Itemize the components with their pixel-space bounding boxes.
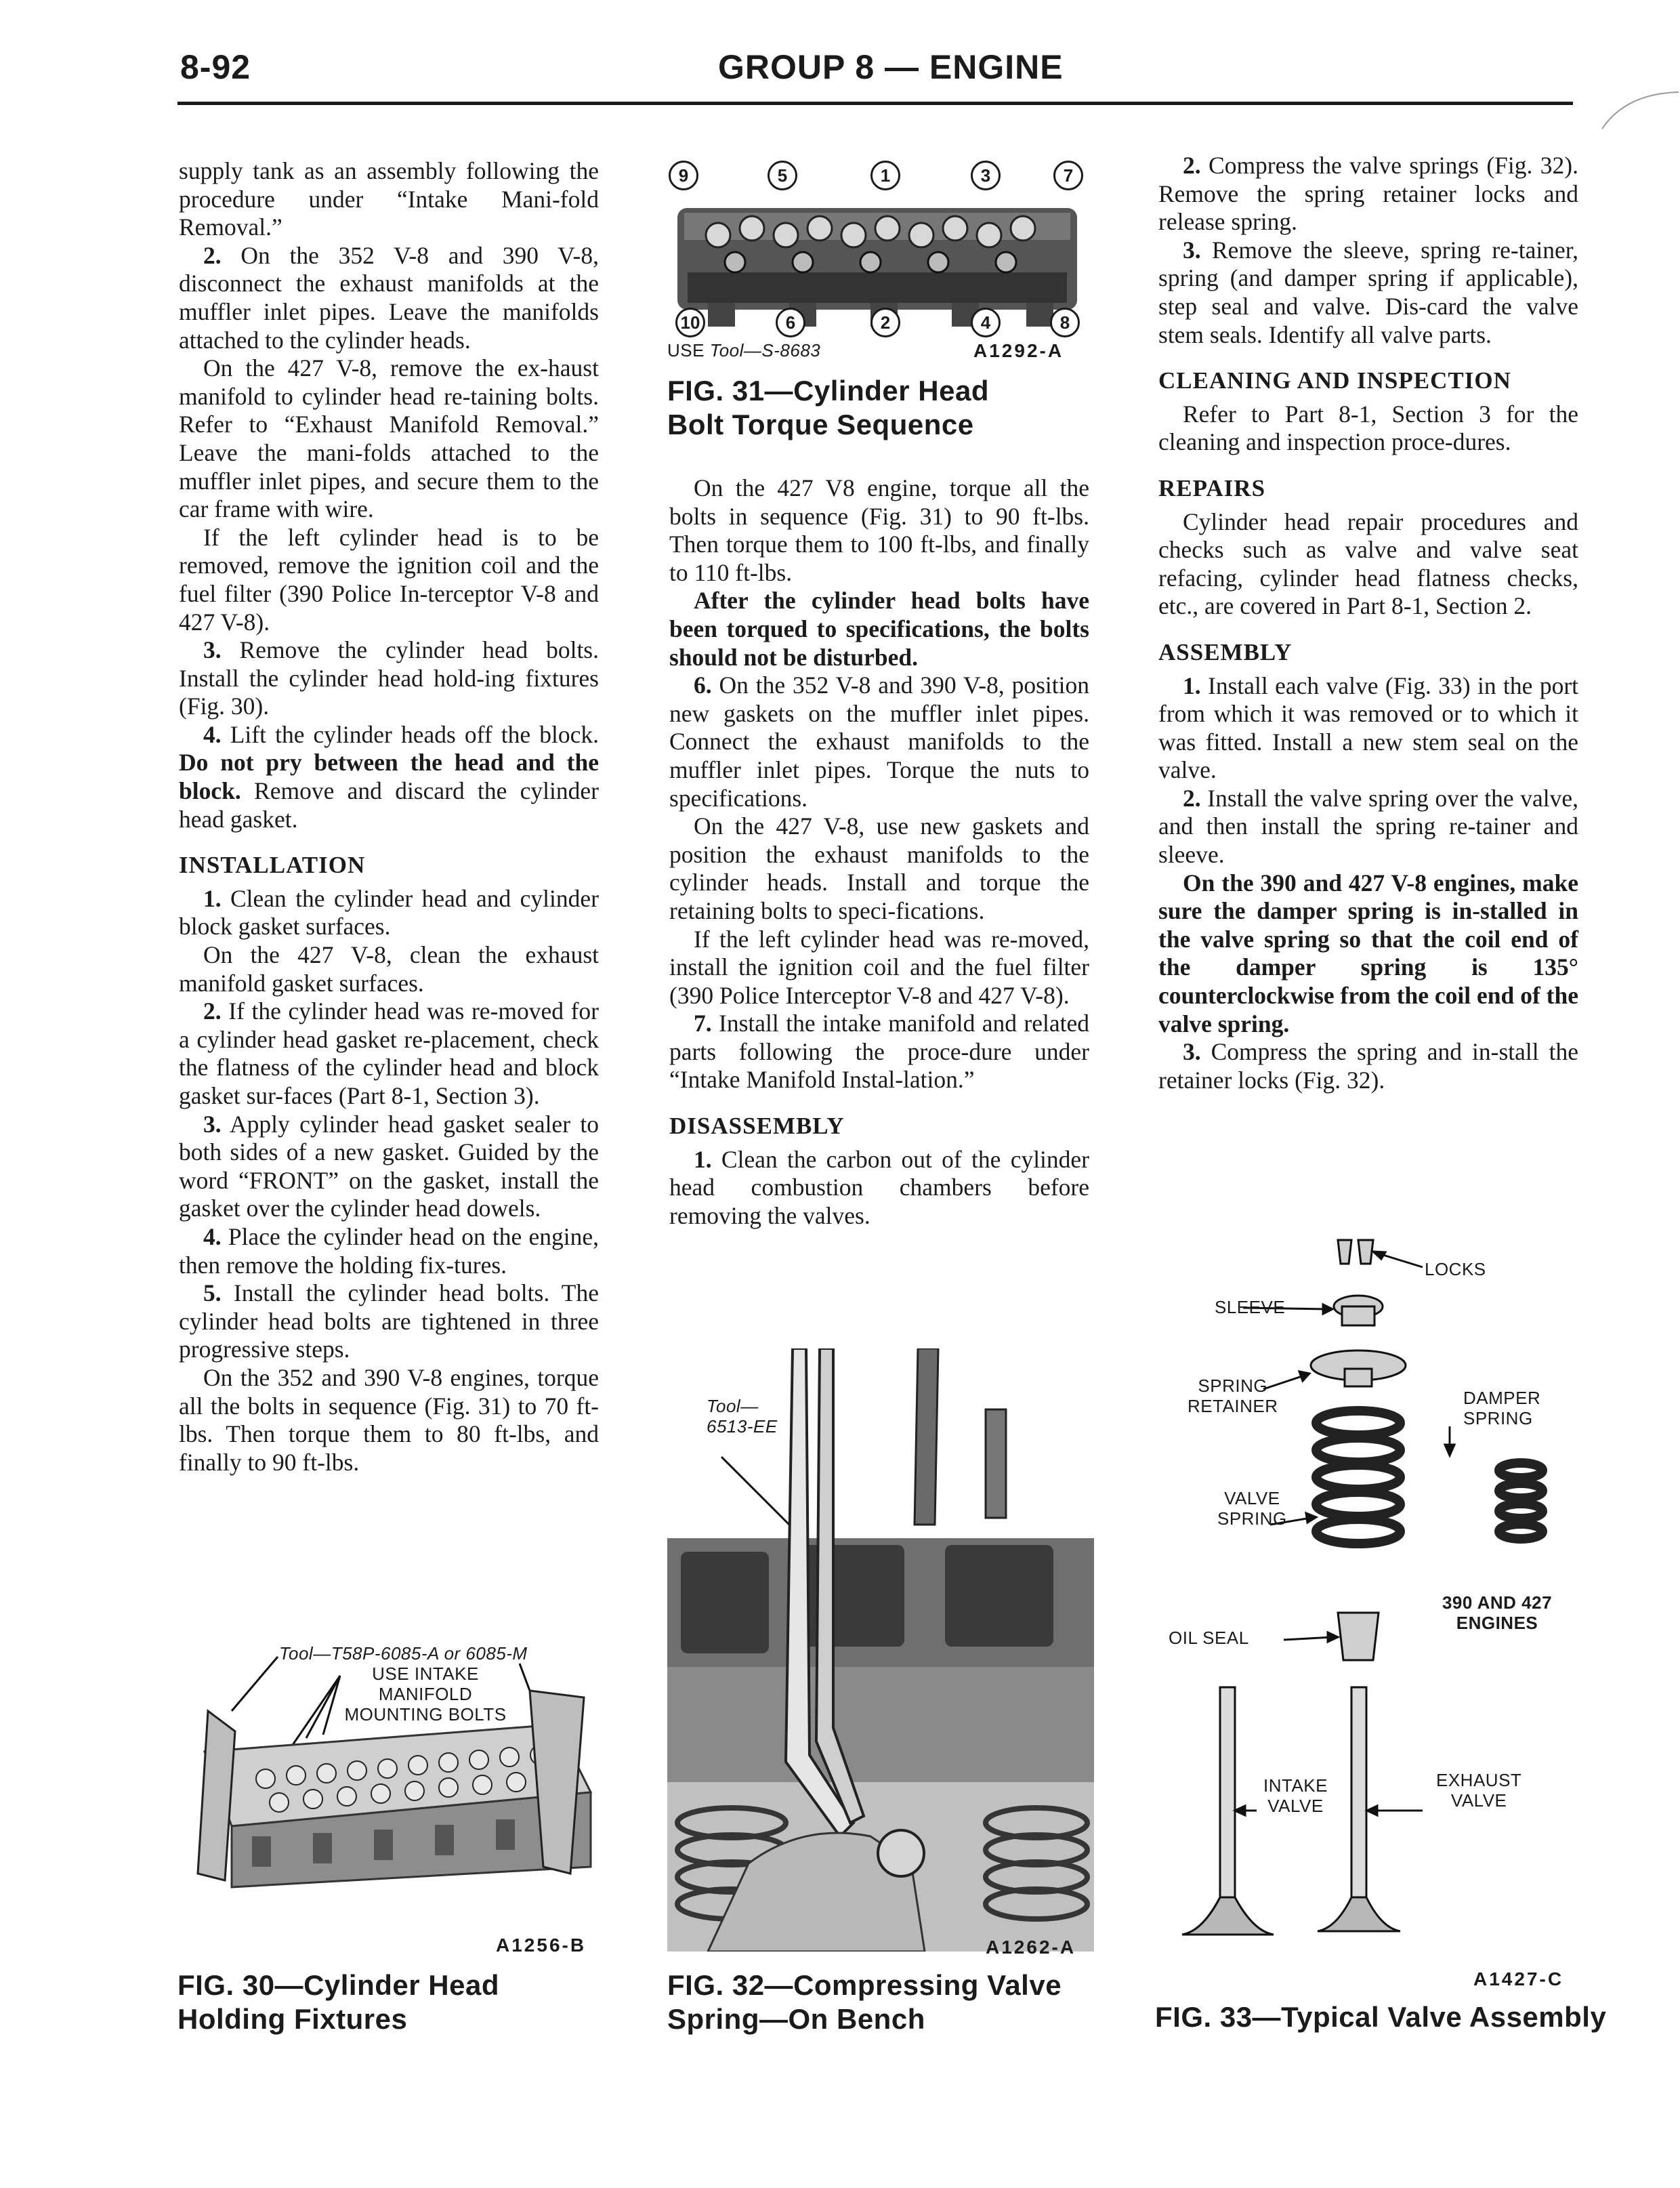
paragraph: On the 427 V-8, clean the exhaust manifold gasket surfaces. (179, 941, 599, 997)
label-locks: LOCKS (1425, 1259, 1486, 1279)
step-number: 3. (1183, 236, 1201, 264)
callout-line: INTAKE (1263, 1775, 1328, 1796)
section-heading-repairs: REPAIRS (1158, 474, 1266, 501)
step-text: Install the intake manifold and related parts following the proce-dure under “Intake Manifold Instal-lation.” (669, 1010, 1089, 1094)
figure-code: A1292-A (973, 340, 1064, 361)
paragraph (1158, 785, 1578, 869)
label-engines (1419, 1592, 1575, 1633)
callout-line: Tool— (707, 1396, 759, 1416)
callout-line: DAMPER (1463, 1388, 1541, 1408)
section-title: GROUP 8 — ENGINE (718, 48, 1064, 86)
figure-number: FIG. 32— (667, 1969, 794, 2001)
paragraph (179, 721, 599, 833)
paragraph (669, 672, 1089, 812)
figure-32 (667, 1348, 1094, 2060)
paragraph (669, 587, 1089, 672)
callout-line: SPRING (1198, 1376, 1268, 1396)
step-text: Compress the spring and in-stall the retainer locks (Fig. 32). (1158, 1038, 1578, 1094)
paragraph (179, 885, 599, 941)
callout-line: MANIFOLD (378, 1684, 473, 1704)
figure-31 (667, 157, 1091, 449)
sequence-marker: 10 (675, 308, 705, 337)
callout-line: ENGINES (1456, 1613, 1538, 1633)
paragraph (1158, 869, 1578, 1039)
step-text: On the 352 V-8 and 390 V-8, disconnect the exhaust manifolds at the muffler inlet pipes. Leave the manifolds attached to the cylinder heads. (179, 241, 599, 354)
figure-code: A1256-B (496, 1935, 587, 1956)
step-text: Clean the carbon out of the cylinder head combustion chambers before removing the valves. (669, 1145, 1089, 1229)
callout-line: RETAINER (1188, 1396, 1278, 1416)
paragraph (179, 1223, 599, 1279)
figure-caption (667, 374, 1047, 442)
figure-number: FIG. 30— (177, 1969, 304, 2001)
sequence-marker: 8 (1050, 308, 1080, 337)
paragraph (669, 1146, 1089, 1231)
callout-line: 6513-EE (707, 1416, 778, 1437)
caption-text: Typical Valve Assembly (1281, 2001, 1607, 2033)
sequence-marker: 6 (776, 308, 805, 337)
label-exhaust-valve (1436, 1770, 1521, 1811)
step-number: 5. (203, 1279, 222, 1307)
caption-text: Cylinder Head Bolt Torque Sequence (667, 375, 989, 440)
sequence-marker: 7 (1053, 161, 1083, 190)
paragraph: If the left cylinder head was re-moved, install the ignition coil and the fuel filter (390 Police Interceptor V-8 and 427 V-8). (669, 925, 1089, 1009)
step-number: 2. (203, 997, 222, 1025)
section-heading-disassembly: DISASSEMBLY (669, 1113, 845, 1140)
callout-line: VALVE (1450, 1790, 1507, 1811)
text-column-right (1158, 152, 1578, 1094)
step-number: 3. (203, 636, 222, 664)
section-heading-cleaning: CLEANING AND INSPECTION (1158, 367, 1511, 394)
label-oil-seal: OIL SEAL (1169, 1628, 1249, 1648)
tool-label (707, 1396, 778, 1437)
callout-line: SPRING (1463, 1408, 1533, 1428)
paragraph: If the left cylinder head is to be removed, remove the ignition coil and the fuel filter (390 Police In-terceptor V-8 and 427 V-8). (179, 523, 599, 636)
step-number: 3. (1183, 1038, 1201, 1066)
callout-line: SPRING (1217, 1508, 1287, 1529)
warning-text: On the 390 and 427 V-8 engines, make sure the damper spring is in-stalled in the valve spring so that the coil end of the damper spring is 135° counterclockwise from the coil end of the valve spring. (1158, 869, 1578, 1037)
step-number: 4. (203, 1222, 222, 1250)
paragraph: On the 427 V8 engine, torque all the bolts in sequence (Fig. 31) to 90 ft-lbs. Then torque them to 100 ft-lbs, and finally to 110 ft-lbs. (669, 474, 1089, 586)
step-number: 1. (694, 1145, 712, 1173)
step-text: Apply cylinder head gasket sealer to both sides of a new gasket. Guided by the word “FRONT” on the gasket, install the gasket over the cylinder head dowels. (179, 1110, 599, 1222)
step-text: Install the valve spring over the valve, and then install the spring re-tainer and sleeve. (1158, 784, 1578, 869)
page-corner-curve (1599, 88, 1680, 136)
paragraph (179, 242, 599, 354)
paragraph: Refer to Part 8-1, Section 3 for the cleaning and inspection proce-dures. (1158, 400, 1578, 456)
step-text: Install each valve (Fig. 33) in the port from which it was removed or to which it was fitted. Install a new stem seal on the valve. (1158, 672, 1578, 784)
paragraph: On the 352 and 390 V-8 engines, torque all the bolts in sequence (Fig. 31) to 70 ft-lbs. Then torque them to 80 ft-lbs, and finally to 90 ft-lbs. (179, 1363, 599, 1476)
sequence-marker: 1 (870, 161, 900, 190)
step-number: 2. (1183, 152, 1201, 179)
text-column-left (179, 157, 599, 1477)
figure-number: FIG. 33— (1155, 2001, 1282, 2033)
paragraph: On the 427 V-8, use new gaskets and position the exhaust manifolds to the cylinder heads. Install and torque the retaining bolts to speci-fications. (669, 812, 1089, 924)
paragraph (1158, 672, 1578, 785)
step-text: Clean the cylinder head and cylinder block gasket surfaces. (179, 884, 599, 941)
label-intake-valve (1263, 1775, 1328, 1816)
sequence-marker: 4 (971, 308, 1001, 337)
figure-caption (667, 1968, 1074, 2036)
figure-number: FIG. 31— (667, 375, 794, 407)
paragraph (179, 1111, 599, 1223)
paragraph (179, 997, 599, 1110)
paragraph (1158, 236, 1578, 349)
paragraph (179, 636, 599, 721)
callout-line: USE INTAKE (372, 1664, 479, 1684)
page-number: 8-92 (180, 48, 251, 86)
figure-code: A1262-A (986, 1937, 1076, 1958)
tool-prefix: USE (667, 340, 705, 360)
paragraph: Cylinder head repair procedures and checks such as valve and valve seat refacing, cylinder head flatness checks, etc., are covered in Part 8-1, Section 2. (1158, 508, 1578, 620)
step-text: Remove the sleeve, spring re-tainer, spring (and damper spring if applicable), step seal and valve. Dis-card the valve stem seals. Identify all valve parts. (1158, 236, 1578, 348)
label-valve-spring (1217, 1488, 1287, 1529)
step-number: 1. (203, 884, 222, 912)
step-number: 3. (203, 1110, 222, 1138)
step-number: 2. (1183, 784, 1201, 812)
valve-spring-compressor-photo (667, 1348, 1094, 1952)
step-text: Install the cylinder head bolts. The cylinder head bolts are tightened in three progressive steps. (179, 1279, 599, 1363)
paragraph (1158, 152, 1578, 236)
callout-line: 390 AND 427 (1442, 1592, 1553, 1613)
tool-label: Tool—T58P-6085-A or 6085-M (279, 1643, 528, 1664)
step-number: 4. (203, 720, 222, 748)
step-text: Remove and discard the cylinder head gasket. (179, 777, 599, 833)
sequence-marker: 9 (669, 161, 698, 190)
step-text: Compress the valve springs (Fig. 32). Remove the spring retainer locks and release spring. (1158, 152, 1578, 236)
step-text: Remove the cylinder head bolts. Install the cylinder head hold-ing fixtures (Fig. 30). (179, 636, 599, 720)
figure-code: A1427-C (1473, 1968, 1564, 1989)
warning-text: After the cylinder head bolts have been torqued to specifications, the bolts should not be disturbed. (669, 587, 1089, 671)
label-damper-spring (1463, 1388, 1541, 1428)
paragraph (1158, 1038, 1578, 1094)
text-column-middle (669, 474, 1089, 1230)
callout-line: VALVE (1224, 1488, 1280, 1508)
step-number: 6. (694, 672, 712, 699)
label-spring-retainer (1188, 1376, 1278, 1416)
paragraph (669, 1010, 1089, 1094)
tool-number: Tool—S-8683 (709, 340, 821, 360)
header-rule (177, 102, 1573, 105)
step-number: 1. (1183, 672, 1201, 699)
step-number: 7. (694, 1010, 712, 1037)
sequence-marker: 2 (870, 308, 900, 337)
figure-caption (1155, 2000, 1607, 2034)
paragraph (179, 1279, 599, 1364)
section-heading-installation: INSTALLATION (179, 852, 366, 879)
sequence-marker: 5 (768, 161, 797, 190)
section-heading-assembly: ASSEMBLY (1158, 638, 1293, 665)
step-number: 2. (203, 241, 222, 269)
caption-text: Compressing Valve Spring—On Bench (667, 1969, 1062, 2035)
sequence-marker: 3 (971, 161, 1001, 190)
figure-33 (1155, 1226, 1607, 2033)
holding-fixture-photo (177, 1650, 604, 1907)
caption-text: Cylinder Head Holding Fixtures (177, 1969, 499, 2035)
step-text: Place the cylinder head on the engine, then remove the holding fix-tures. (179, 1222, 599, 1279)
step-text: Lift the cylinder heads off the block. (221, 720, 599, 748)
callout-line: MOUNTING BOLTS (344, 1704, 507, 1725)
figure-30 (177, 1643, 604, 2035)
callout-line: EXHAUST (1436, 1770, 1522, 1790)
step-text: If the cylinder head was re-moved for a cylinder head gasket re-placement, check the flatness of the cylinder head and block gasket sur-faces (Part 8-1, Section 3). (179, 997, 599, 1109)
tool-label (667, 340, 820, 360)
step-text: On the 352 V-8 and 390 V-8, position new gaskets on the muffler inlet pipes. Connect the exhaust manifolds to the muffler inlet pipes. Torque the nuts to specifications. (669, 672, 1089, 812)
callout-line: VALVE (1267, 1796, 1324, 1816)
figure-caption (177, 1968, 611, 2036)
paragraph: On the 427 V-8, remove the ex-haust manifold to cylinder head re-taining bolts. Refer to “Exhaust Manifold Removal.” Leave the mani-folds attached to the muffler inlet pipes, and secure them to the car frame with wire. (179, 354, 599, 523)
paragraph: supply tank as an assembly following the procedure under “Intake Mani-fold Removal.” (179, 157, 599, 241)
warning-text: Do not pry between the head and the block. (179, 749, 599, 805)
label-sleeve: SLEEVE (1215, 1297, 1286, 1317)
